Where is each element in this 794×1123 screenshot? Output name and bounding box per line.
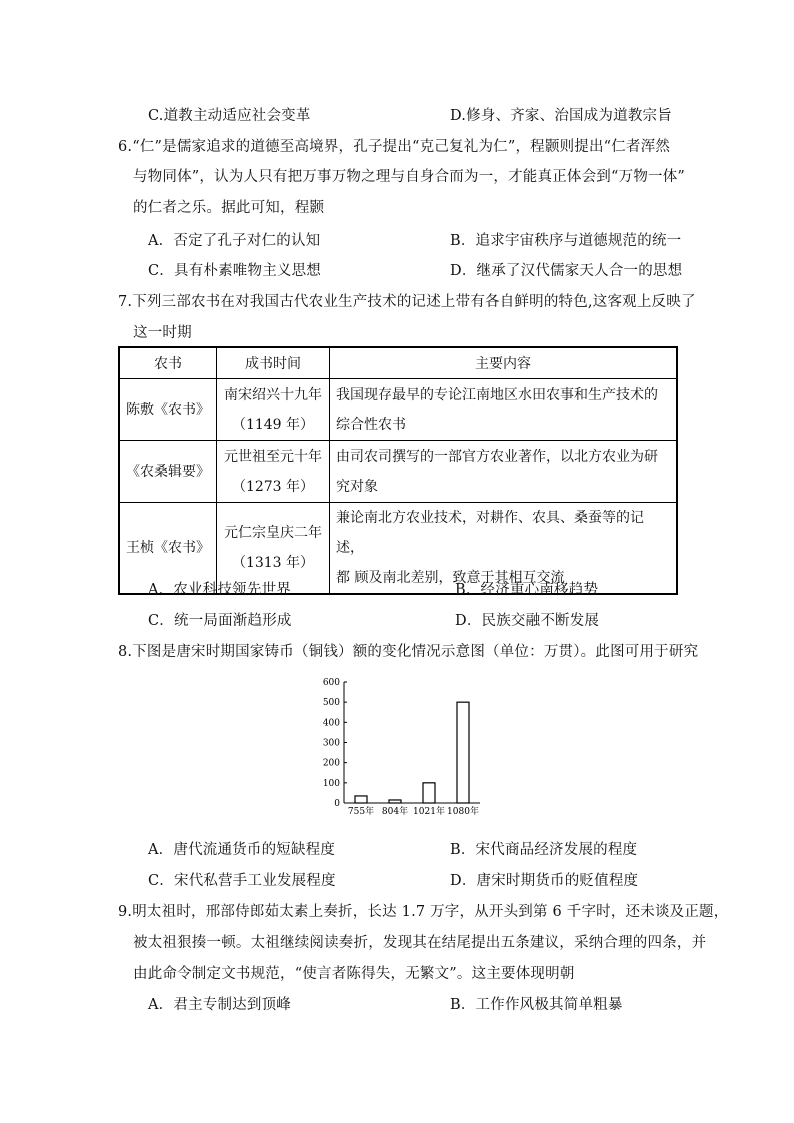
q5-option-d: D.修身、齐家、治国成为道教宗旨 xyxy=(450,108,672,124)
table-cell-content-line2: 综合性农书 xyxy=(336,416,406,433)
table-header-content: 主要内容 xyxy=(330,347,678,379)
y-tick-label: 200 xyxy=(322,758,340,769)
q9-option-a: A．君主专制达到顶峰 xyxy=(148,997,291,1013)
coin-minting-bar-chart xyxy=(310,672,490,822)
q6-option-b: B．追求宇宙秩序与道德规范的统一 xyxy=(450,233,682,249)
y-tick-label: 0 xyxy=(334,799,340,809)
bar xyxy=(355,796,367,803)
q6-stem-line3: 的仁者之乐。据此可知，程颢 xyxy=(133,200,325,216)
table-cell-content-line1: 我国现存最早的专论江南地区水田农事和生产技术的 xyxy=(336,386,658,403)
table-cell-time-line2: （1313 年） xyxy=(231,555,315,571)
q7-option-b: B．经济重心南移趋势 xyxy=(455,582,599,598)
table-header-book: 农书 xyxy=(119,347,217,379)
table-cell-content-line2: 都 顾及南北差别，致意于其相互交流 xyxy=(336,570,565,586)
bar xyxy=(423,783,435,803)
table-cell-book: 陈敷《农书》 xyxy=(119,379,217,441)
y-tick-label: 300 xyxy=(322,738,340,749)
q6-stem-line2: 与物同体”，认为人只有把万事万物之理与自身合而为一，才能真正体会到“万物一体” xyxy=(133,169,686,185)
q7-stem-line1: 7.下列三部农书在对我国古代农业生产技术的记述上带有各自鲜明的特色,这客观上反映了 xyxy=(118,294,696,310)
table-cell-content xyxy=(330,379,678,441)
table-cell-content-line1: 兼论南北方农业技术，对耕作、农具、桑蚕等的记述， xyxy=(336,510,644,556)
q9-option-b: B．工作作风极其简单粗暴 xyxy=(450,997,623,1013)
table-row xyxy=(119,379,677,441)
q6-stem-line1: 6.“仁”是儒家追求的道德至高境界，孔子提出“克己复礼为仁”，程颢则提出“仁者浑然 xyxy=(118,139,671,155)
table-cell-content-line2: 究对象 xyxy=(336,478,378,495)
table-cell-time xyxy=(217,441,330,503)
x-tick-label: 804年 xyxy=(381,807,409,817)
q6-option-d: D．继承了汉代儒家天人合一的思想 xyxy=(450,263,683,279)
q6-option-c: C．具有朴素唯物主义思想 xyxy=(148,263,321,279)
q9-stem-line2: 被太祖狠揍一顿。太祖继续阅读奏折，发现其在结尾提出五条建议，采纳合理的四条，并 xyxy=(133,935,707,951)
table-cell-time-line2: （1149 年） xyxy=(231,416,315,433)
table-cell-time-line1: 元仁宗皇庆二年 xyxy=(224,525,322,541)
table-cell-content xyxy=(330,441,678,503)
x-tick-label: 1021年 xyxy=(413,807,445,817)
y-tick-label: 400 xyxy=(322,718,340,729)
q9-stem-line3: 由此命令制定文书规范，“使言者陈得失，无繁文”。这主要体现明朝 xyxy=(133,966,575,982)
farm-books-table xyxy=(118,346,678,595)
table-row xyxy=(119,441,677,503)
table-cell-time-line1: 南宋绍兴十九年 xyxy=(224,386,322,403)
y-tick-label: 500 xyxy=(322,698,340,709)
table-cell-time-line1: 元世祖至元十年 xyxy=(224,448,322,465)
bar xyxy=(457,702,469,803)
table-cell-content-line1: 由司农司撰写的一部官方农业著作，以北方农业为研 xyxy=(336,448,658,465)
table-header-row xyxy=(119,347,677,379)
table-cell-book: 王桢《农书》 xyxy=(119,503,217,595)
x-tick-label: 1080年 xyxy=(447,807,479,817)
y-tick-label: 100 xyxy=(322,778,340,789)
q8-option-a: A．唐代流通货币的短缺程度 xyxy=(148,842,336,858)
q8-option-c: C．宋代私营手工业发展程度 xyxy=(148,873,336,889)
q7-stem-line2: 这一时期 xyxy=(133,325,192,341)
x-tick-label: 755年 xyxy=(347,807,375,817)
table-cell-time-line2: （1273 年） xyxy=(231,478,315,495)
q8-option-b: B．宋代商品经济发展的程度 xyxy=(450,842,638,858)
table-cell-book: 《农桑辑要》 xyxy=(119,441,217,503)
q8-option-d: D．唐宋时期货币的贬值程度 xyxy=(450,873,639,889)
q7-option-c: C．统一局面渐趋形成 xyxy=(148,613,292,629)
table-cell-time xyxy=(217,379,330,441)
q9-stem-line1: 9.明太祖时，邢部侍郎茹太素上奏折，长达 1.7 万字，从开头到第 6 千字时，还未谈及正题， xyxy=(118,904,729,920)
bar xyxy=(389,800,401,803)
q7-option-a: A．农业科技领先世界 xyxy=(148,582,291,598)
q5-option-c: C.道教主动适应社会变革 xyxy=(148,108,311,124)
q6-option-a: A．否定了孔子对仁的认知 xyxy=(148,233,321,249)
q7-option-d: D．民族交融不断发展 xyxy=(455,613,600,629)
y-tick-label: 600 xyxy=(322,678,340,688)
table-header-time: 成书时间 xyxy=(217,347,330,379)
q8-stem-line1: 8.下图是唐宋时期国家铸币（铜钱）额的变化情况示意图（单位：万贯）。此图可用于研究 xyxy=(118,644,699,660)
